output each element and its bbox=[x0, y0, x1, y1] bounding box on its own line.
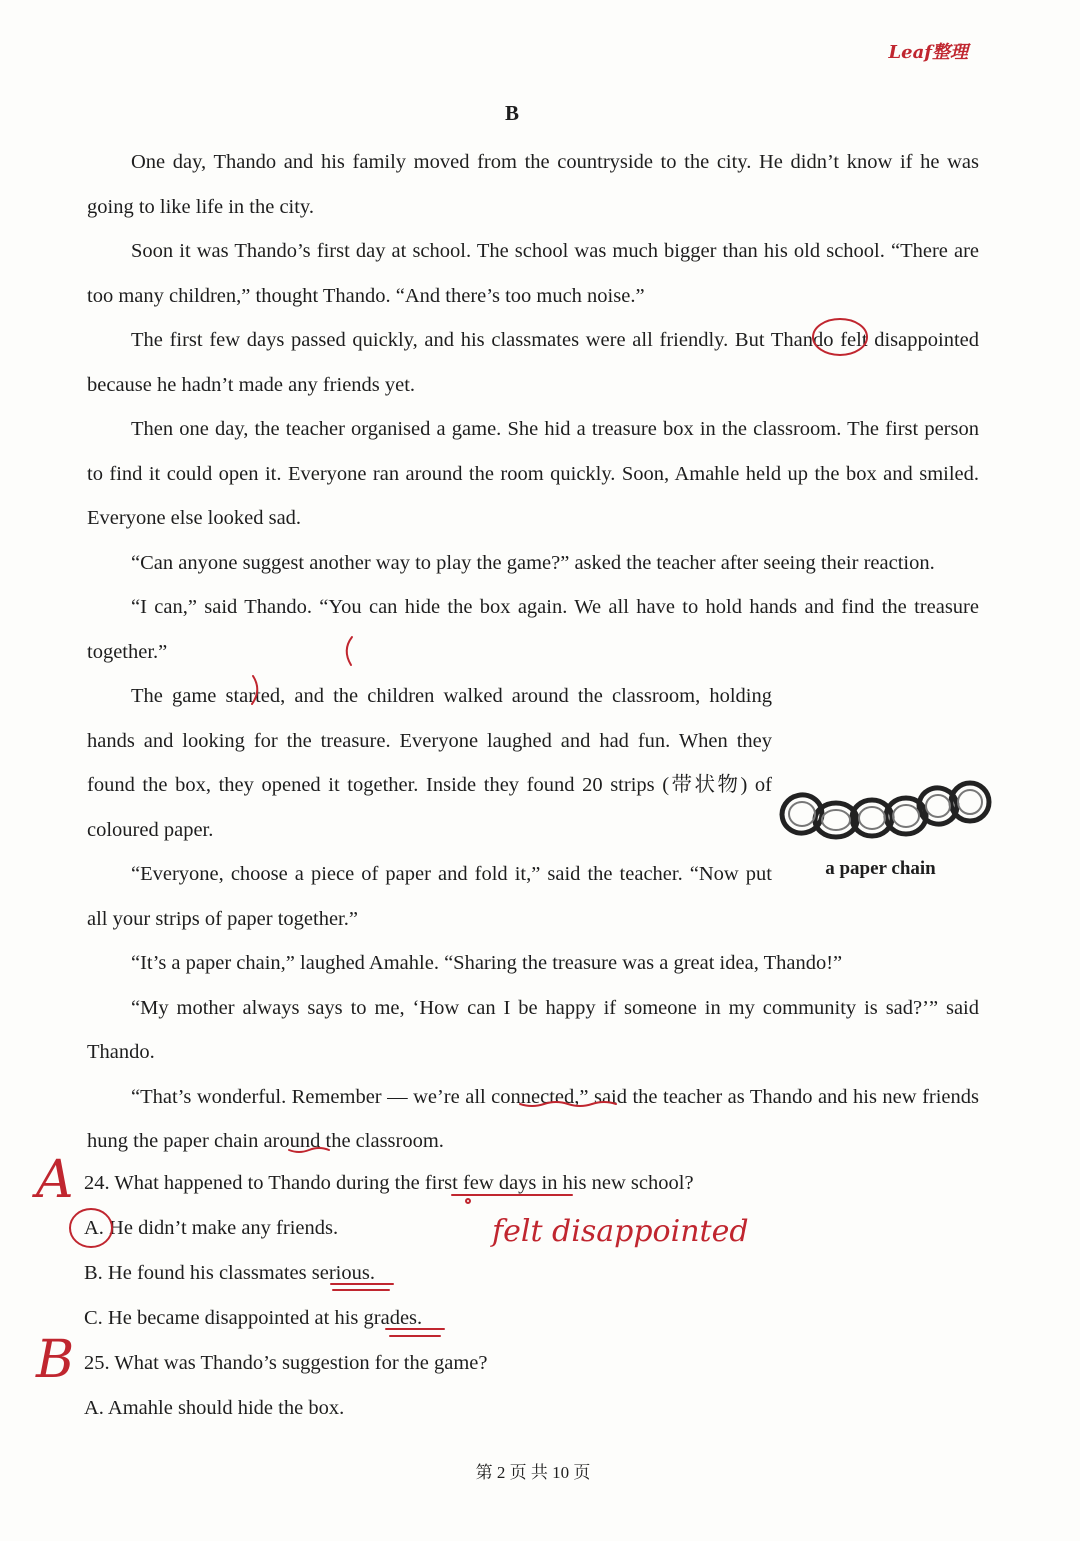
question-24-stem: 24. What happened to Thando during the first few days in his new school? bbox=[84, 1172, 694, 1194]
paragraph: The game started, and the children walked around the classroom, holding hands and looking for the treasure. Everyone laughed and had fun. When they found the box, they opened it together. Inside they found 20 strips (带状物) of coloured paper. bbox=[87, 685, 772, 841]
paragraph: “Everyone, choose a piece of paper and fold it,” said the teacher. “Now put all your strips of paper together.” bbox=[87, 863, 772, 930]
paragraph: The first few days passed quickly, and his classmates were all friendly. But Thando felt disappointed because he hadn’t made any friends yet. bbox=[87, 329, 979, 396]
page-footer: 第 2 页 共 10 页 bbox=[475, 1463, 591, 1482]
paragraph: “I can,” said Thando. “You can hide the box again. We all have to hold hands and find the treasure together.” bbox=[87, 596, 979, 663]
question-24-option: C. He became disappointed at his grades. bbox=[84, 1307, 423, 1329]
question-25-option: A. Amahle should hide the box. bbox=[84, 1397, 345, 1419]
paragraph: “It’s a paper chain,” laughed Amahle. “Sharing the treasure was a great idea, Thando!” bbox=[131, 952, 843, 974]
paragraph: “That’s wonderful. Remember — we’re all connected,” said the teacher as Thando and his new friends hung the paper chain around the classroom. bbox=[87, 1085, 979, 1152]
paper-chain-figure bbox=[778, 778, 998, 888]
paper-chain-illustration bbox=[778, 778, 998, 848]
reading-passage bbox=[87, 140, 979, 1164]
paragraph: “My mother always says to me, ‘How can I be happy if someone in my community is sad?’” said Thando. bbox=[87, 996, 979, 1063]
section-title: B bbox=[504, 101, 519, 125]
paragraph: One day, Thando and his family moved from the countryside to the city. He didn’t know if he was going to like life in the city. bbox=[87, 151, 979, 218]
handwritten-answer-24: A bbox=[36, 1150, 74, 1210]
paragraph: “Can anyone suggest another way to play the game?” asked the teacher after seeing their reaction. bbox=[131, 551, 935, 574]
watermark: Leaf整理 bbox=[888, 42, 968, 63]
question-24-option: A. He didn’t make any friends. bbox=[84, 1217, 339, 1239]
questions-section bbox=[84, 1161, 984, 1431]
figure-caption: a paper chain bbox=[825, 858, 936, 879]
paragraph: Then one day, the teacher organised a game. She hid a treasure box in the classroom. The first person to find it could open it. Everyone ran around the room quickly. Soon, Amahle held up the box and smiled. Everyone else looked sad. bbox=[87, 418, 979, 529]
question-25-stem: 25. What was Thando’s suggestion for the game? bbox=[84, 1352, 488, 1374]
paragraph: Soon it was Thando’s first day at school. The school was much bigger than his old school. “There are too many children,” thought Thando. “And there’s too much noise.” bbox=[87, 240, 979, 307]
handwritten-note: felt disappointed bbox=[492, 1214, 749, 1249]
question-24-option: B. He found his classmates serious. bbox=[84, 1262, 375, 1284]
handwritten-answer-25: B bbox=[36, 1330, 75, 1390]
